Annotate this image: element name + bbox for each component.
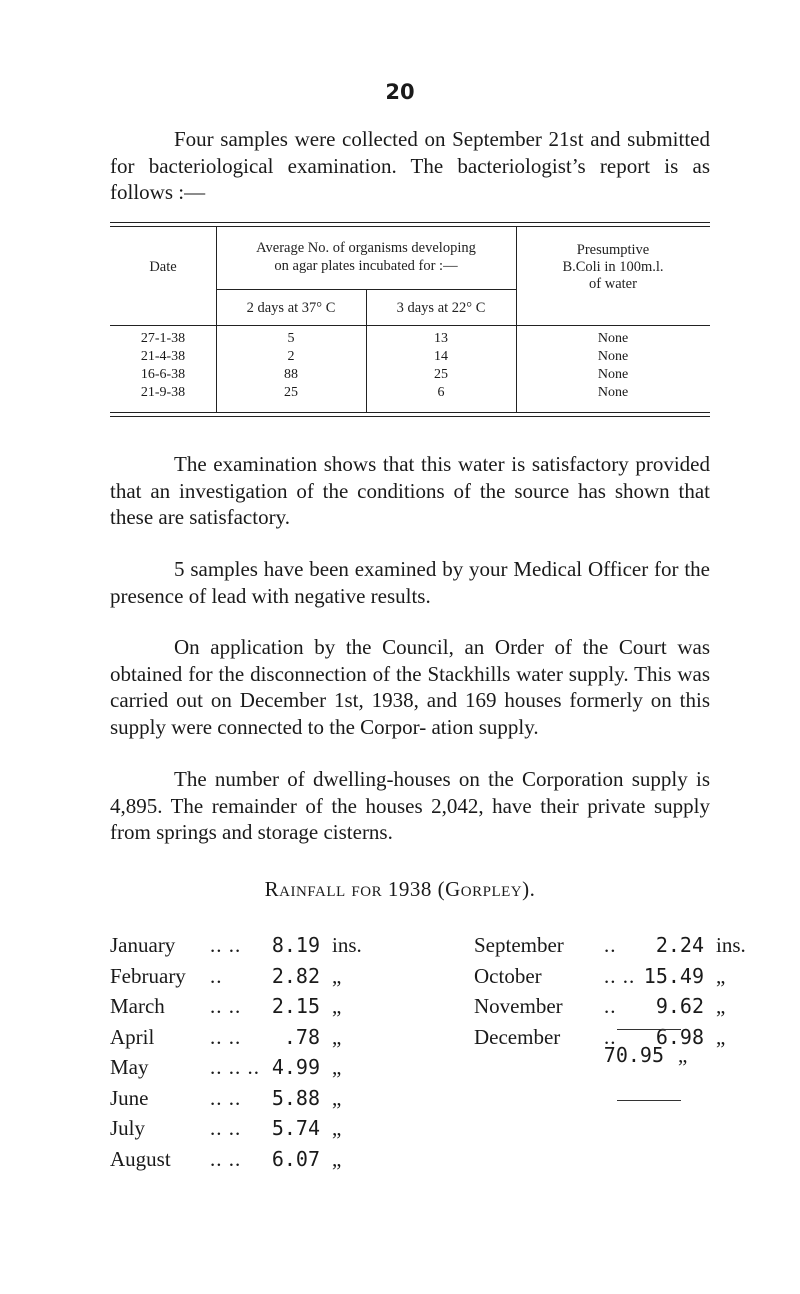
rainfall-unit: „ (716, 963, 726, 988)
cell-date: 21-9-38 (140, 385, 186, 400)
leader-dots: .. .. (210, 1085, 242, 1110)
cell-37c: 25 (284, 385, 298, 400)
total-top-rule (617, 1029, 681, 1030)
rainfall-row (110, 1116, 380, 1146)
month-name: November (474, 994, 563, 1018)
rainfall-row (110, 1025, 380, 1055)
rainfall-year: 1938 (387, 877, 432, 901)
header-37c: 2 days at 37° C (246, 300, 336, 316)
month-name: October (474, 963, 542, 988)
month-name: December (474, 1024, 561, 1049)
leader-dots: .. .. (604, 963, 636, 988)
table-row (110, 385, 710, 403)
page-number: 20 (385, 80, 415, 104)
rainfall-unit: „ (332, 963, 342, 988)
leader-dots: .. (604, 994, 617, 1018)
month-name: August (110, 1146, 171, 1171)
rainfall-unit: ins. (716, 933, 746, 957)
rainfall-unit: „ (332, 1055, 342, 1079)
leader-dots: .. .. .. (210, 1055, 260, 1079)
month-name: January (110, 933, 176, 957)
leader-dots: .. .. (210, 1116, 242, 1140)
dwelling-houses-paragraph: The number of dwelling-houses on the Corporation supply is 4,895. The remainder of the houses 2,042, have their private supply from springs and storage cisterns. (110, 767, 710, 844)
month-name: September (474, 933, 564, 957)
cell-22c: 13 (434, 331, 448, 346)
lead-paragraph: 5 samples have been examined by your Medical Officer for the presence of lead with negative results. (110, 557, 710, 608)
leader-dots: .. .. (210, 1146, 242, 1171)
rainfall-total (580, 1043, 750, 1073)
header-coli-2: B.Coli in 100m.l. (562, 259, 664, 275)
month-name: July (110, 1116, 146, 1140)
intro-paragraph: Four samples were collected on September 21st and submitted for bacteriological examination. The bacteriologist’s report is as follows :— (110, 127, 710, 204)
rainfall-place: (Gorpley). (437, 877, 536, 901)
cell-coli: None (597, 349, 629, 364)
rainfall-row (110, 1055, 380, 1085)
rainfall-row (110, 994, 380, 1024)
leader-dots: .. (604, 933, 617, 957)
month-name: March (110, 994, 165, 1018)
cell-coli: None (597, 331, 629, 346)
rainfall-value: 4.99 (271, 1055, 320, 1079)
rainfall-value: 2.82 (271, 963, 320, 988)
header-organisms-2: on agar plates incubated for :— (274, 258, 458, 274)
rainfall-unit: „ (716, 994, 726, 1018)
rainfall-value: 15.49 (643, 963, 704, 988)
table-row (110, 349, 710, 367)
cell-coli: None (597, 367, 629, 382)
cell-37c: 5 (287, 331, 295, 346)
table-row (110, 331, 710, 349)
table-header-rule (110, 325, 710, 326)
table-top-rule-2 (110, 226, 710, 227)
cell-date: 16-6-38 (140, 367, 186, 382)
cell-37c: 88 (284, 367, 298, 382)
rainfall-unit: „ (332, 1085, 342, 1110)
rainfall-row (110, 1147, 380, 1177)
rainfall-row (110, 933, 380, 963)
leader-dots: .. (604, 1024, 617, 1049)
rainfall-total-unit: „ (678, 1043, 688, 1067)
leader-dots: .. .. (210, 1024, 242, 1049)
rainfall-unit: „ (332, 1116, 342, 1140)
header-coli-3: of water (589, 276, 637, 292)
table-top-rule (110, 222, 710, 223)
cell-date: 21-4-38 (140, 349, 186, 364)
rainfall-unit: „ (716, 1024, 726, 1049)
rainfall-row (474, 964, 764, 994)
leader-dots: .. (210, 963, 223, 988)
rainfall-unit: „ (332, 1146, 342, 1171)
leader-dots: .. .. (210, 994, 242, 1018)
rainfall-value: 2.15 (271, 994, 320, 1018)
examination-paragraph: The examination shows that this water is satisfactory provided that an investigation of the conditions of the source has shown that these are satisfactory. (110, 452, 710, 529)
rainfall-value: .78 (283, 1024, 320, 1049)
rainfall-unit: „ (332, 1024, 342, 1049)
rainfall-value: 5.74 (271, 1116, 320, 1140)
table-bottom-rule-2 (110, 416, 710, 417)
rainfall-value: 2.24 (655, 933, 704, 957)
rainfall-value: 6.07 (271, 1146, 320, 1171)
rainfall-unit: „ (332, 994, 342, 1018)
header-coli-1: Presumptive (576, 242, 650, 258)
rainfall-total-value: 70.95 (603, 1043, 664, 1067)
total-bottom-rule (617, 1100, 681, 1101)
cell-22c: 25 (434, 367, 448, 382)
rainfall-unit: ins. (332, 933, 362, 957)
header-22c: 3 days at 22° C (396, 300, 486, 316)
cell-date: 27-1-38 (140, 331, 186, 346)
table-subheader-rule (216, 289, 516, 290)
cell-22c: 14 (434, 349, 448, 364)
month-name: April (110, 1024, 155, 1049)
rainfall-row (110, 964, 380, 994)
cell-coli: None (597, 385, 629, 400)
month-name: February (110, 963, 186, 988)
rainfall-row (474, 994, 764, 1024)
table-bottom-rule (110, 412, 710, 413)
rainfall-title (0, 877, 800, 902)
month-name: June (110, 1085, 149, 1110)
rainfall-row (474, 933, 764, 963)
disconnection-paragraph: On application by the Council, an Order of the Court was obtained for the disconnection of the Stackhills water supply. This was carried out on December 1st, 1938, and 169 houses formerly on this supply were connected to the Corpor- ation supply. (110, 635, 710, 739)
rainfall-title-prefix: Rainfall for (264, 877, 383, 901)
header-organisms-1: Average No. of organisms developing (256, 240, 476, 256)
cell-22c: 6 (437, 385, 445, 400)
rainfall-value: 8.19 (271, 933, 320, 957)
month-name: May (110, 1055, 149, 1079)
rainfall-value: 6.98 (655, 1024, 704, 1049)
leader-dots: .. .. (210, 933, 242, 957)
header-date: Date (149, 259, 177, 275)
bacteriology-table (110, 222, 710, 430)
rainfall-row (110, 1086, 380, 1116)
rainfall-value: 9.62 (655, 994, 704, 1018)
cell-37c: 2 (287, 349, 295, 364)
rainfall-value: 5.88 (271, 1085, 320, 1110)
table-row (110, 367, 710, 385)
